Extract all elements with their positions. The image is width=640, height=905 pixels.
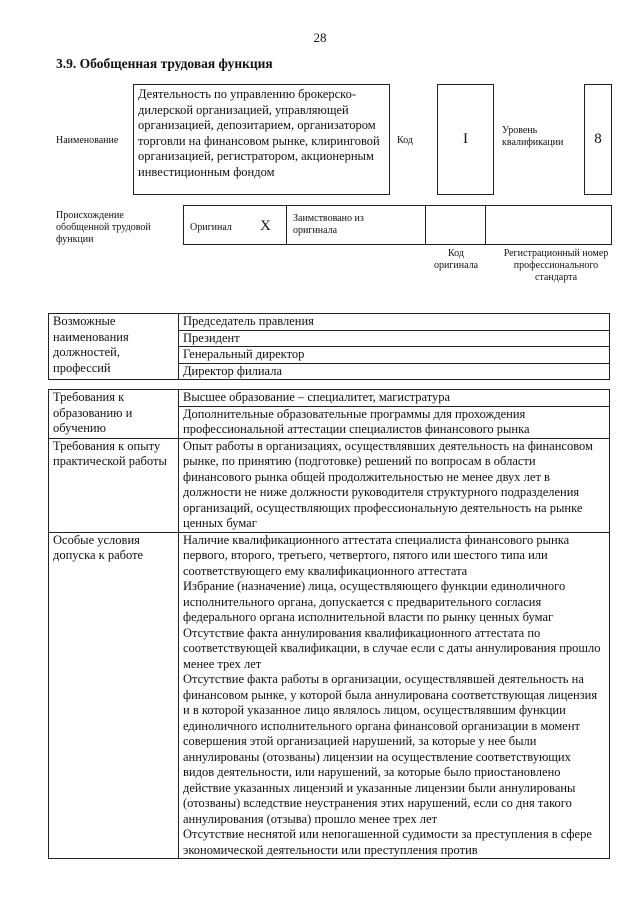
origin-row [183, 205, 612, 245]
requirement-line: Отсутствие факта аннулирования квалификационного аттестата по соответствующей квалификации, в случае если с даты аннулирования прошло менее трех лет [183, 625, 601, 671]
position-item: Директор филиала [183, 363, 283, 378]
requirements-table [48, 389, 610, 859]
original-cell [184, 206, 287, 244]
code-label: Код [397, 135, 413, 146]
table-row [49, 438, 610, 532]
section-title: 3.9. Обобщенная трудовая функция [56, 56, 273, 71]
table-row [49, 532, 610, 859]
qualification-level-value: 8 [584, 84, 612, 195]
special-conditions-label: Особые условия допуска к работе [49, 532, 179, 859]
positions-table [48, 313, 610, 380]
original-mark: X [260, 218, 271, 234]
page-number: 28 [313, 30, 327, 45]
borrowed-label: Заимствовано из оригинала [293, 213, 364, 236]
name-label: Наименование [56, 135, 119, 146]
requirement-line: Высшее образование – специалитет, магистратура [179, 390, 609, 407]
name-value: Деятельность по управлению брокерско-дилерской организацией, управляющей организацией, депозитарием, организатором торговли на финансовом рынке, клиринговой организацией, регистратором, акционерным инвестиционным фондом [133, 84, 390, 195]
positions-label: Возможные наименования должностей, профессий [49, 314, 179, 380]
code-original-cell [426, 206, 486, 244]
reg-number-cell [486, 206, 611, 244]
borrowed-cell [287, 206, 426, 244]
education-label: Требования к образованию и обучению [49, 390, 179, 439]
requirement-line: Избрание (назначение) лица, осуществляющего функции единоличного исполнительного органа, допускается с предварительного согласия федерального органа исполнительной власти по рынку ценных бумаг [183, 579, 566, 624]
education-values [179, 390, 610, 439]
reg-number-caption: Регистрационный номер профессионального стандарта [503, 248, 609, 283]
origin-label: Происхождение обобщенной трудовой функции [56, 210, 151, 245]
position-item: Председатель правления [179, 314, 609, 331]
table-row [49, 390, 610, 439]
requirement-line: Отсутствие неснятой или непогашенной судимости за преступления в сфере экономической деятельности или преступления против [183, 827, 592, 857]
original-label: Оригинал [190, 222, 232, 233]
requirement-line: Дополнительные образовательные программы для прохождения профессиональной аттестации специалистов финансового рынка [183, 406, 530, 436]
position-item: Генеральный директор [179, 347, 609, 364]
requirement-line: Отсутствие факта работы в организации, осуществлявшей деятельность на финансовом рынке, у которой была аннулирована соответствующая лицензия и в которой указанное лицо являлось лицом, осуществлявшим функции единоличного исполнительного органа финансовой организации в момент совершения этой организацией нарушений, за которые у нее были аннулированы (отозваны) лицензии на осуществление соответствующих видов деятельности, или нарушений, за которые было приостановлено действие указанных лицензий и указанные лицензии были аннулированы (отозваны) вследствие неустранения этих нарушений, если со дня такого аннулирования (отзыва) прошло менее трех лет [183, 672, 598, 826]
positions-list [179, 314, 610, 380]
position-item: Президент [179, 331, 609, 348]
qualification-level-label: Уровень квалификации [502, 125, 564, 148]
special-conditions-values [179, 532, 610, 859]
requirement-line: Опыт работы в организациях, осуществлявших деятельность на финансовом рынке, по принятию (подготовке) решений по вопросам в области финансового рынка общей продолжительностью не менее двух лет в должности не ниже должности руководителя структурного подразделения организаций, осуществляющих профессиональную деятельность на рынке ценных бумаг [179, 438, 610, 532]
experience-label: Требования к опыту практической работы [49, 438, 179, 532]
requirement-line: Наличие квалификационного аттестата специалиста финансового рынка первого, второго, третьего, четвертого, пятого или шестого типа или соответствующего ему квалификационного аттестата [183, 532, 570, 578]
code-original-caption: Код оригинала [433, 248, 479, 271]
code-value: I [437, 84, 494, 195]
